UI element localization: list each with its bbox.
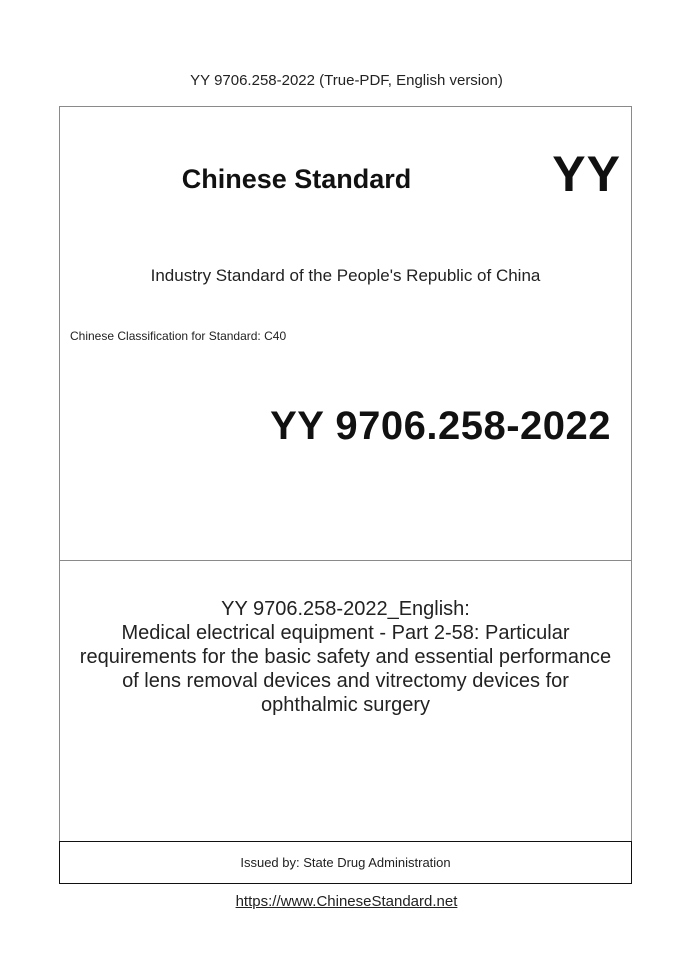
- standard-number: YY 9706.258-2022: [270, 404, 611, 448]
- cover-frame: [59, 106, 632, 884]
- title-line: of lens removal devices and vitrectomy devices for: [122, 670, 569, 692]
- issuer-text: Issued by: State Drug Administration: [240, 855, 451, 870]
- industry-line: Industry Standard of the People's Republic of China: [150, 266, 541, 285]
- classification-line: Chinese Classification for Standard: C40: [70, 329, 287, 343]
- title-line: requirements for the basic safety and essential performance: [79, 646, 612, 668]
- footer-website-link[interactable]: https://www.ChineseStandard.net: [235, 893, 458, 910]
- title-line: ophthalmic surgery: [261, 694, 430, 716]
- title-line: Medical electrical equipment - Part 2-58: Particular: [121, 622, 570, 644]
- standard-mark: YY: [552, 146, 621, 202]
- document-title: [60, 597, 631, 717]
- running-title: YY 9706.258-2022 (True-PDF, English version): [190, 72, 503, 89]
- standard-label: Chinese Standard: [181, 164, 412, 194]
- title-line: YY 9706.258-2022_English:: [221, 598, 470, 620]
- cover-top-section: [60, 107, 631, 561]
- issuer-box: [59, 841, 632, 884]
